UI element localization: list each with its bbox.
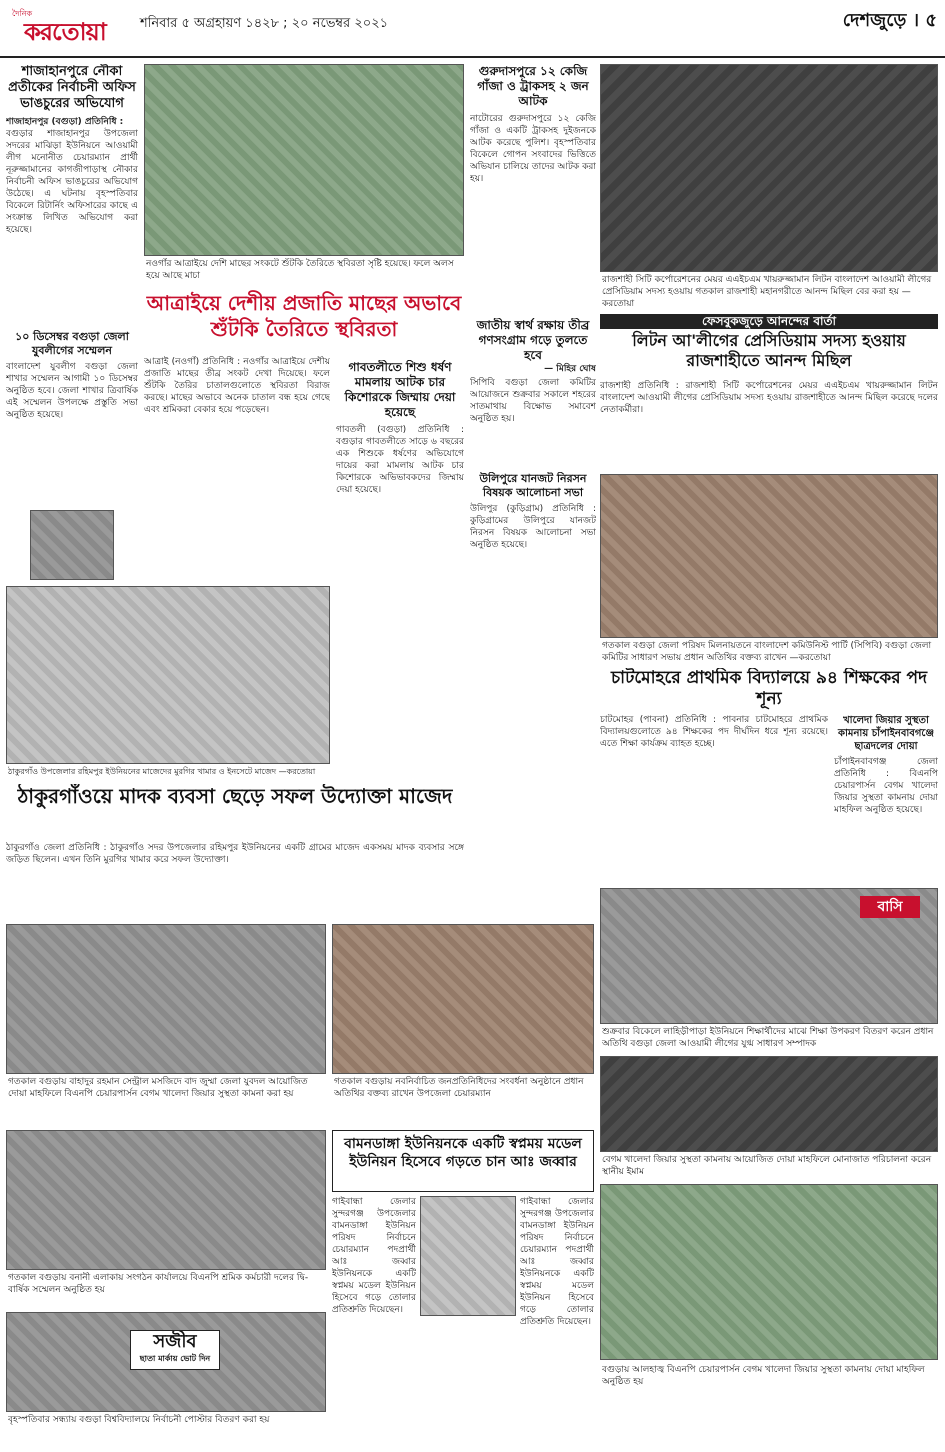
logo-title: করতোয়া [24, 18, 106, 46]
article-liton-headline-box [600, 314, 938, 374]
article-fish-headline-box [144, 290, 464, 352]
prayer-photo [600, 1056, 938, 1152]
article-school-body: চাটমোহর (পাবনা) প্রতিনিধি : পাবনার চাটমোহরে প্রাথমিক বিদ্যালয়গুলোতে ৯৪ শিক্ষকের পদ দীর্ঘদিন ধরে শূন্য রয়েছে। এতে শিক্ষা কার্যক্রম ব্যাহত হচ্ছে। [600, 715, 828, 749]
photo-caption: রাজশাহী সিটি কর্পোরেশনের মেয়র এএইচএম খায়রুজ্জামান লিটন বাংলাদেশ আওয়ামী লীগের প্রেসিডিয়াম সদস্য হওয়ায় গতকাল রাজশাহী মহানগরীতে আনন্দ মিছিল বের করা হয় —করতোয়া [602, 275, 932, 309]
photo-caption: নওগাঁর আত্রাইয়ে দেশি মাছের সংকটে শুঁটকি তৈরিতে স্থবিরতা সৃষ্টি হয়েছে। ফলে অলস হয়ে আছে মাচা [146, 259, 454, 281]
article-body: সিপিবি বগুড়া জেলা কমিটির আয়োজনে শুক্রবার সকালে শহরের সাতমাথায় বিক্ষোভ সমাবেশ অনুষ্ঠিত হয়। [470, 378, 596, 424]
article-dateline: শাজাহানপুর (বগুড়া) প্রতিনিধি : [6, 117, 124, 127]
mahfil-photo [600, 1184, 938, 1360]
newspaper-logo [6, 6, 126, 46]
article-byline: — মিহির ঘোষ [544, 364, 596, 374]
doa-mahfil-photo [6, 924, 326, 1074]
article-body: বাংলাদেশ যুবলীগ বগুড়া জেলা শাখার সম্মেলন আগামী ১০ ডিসেম্বর অনুষ্ঠিত হবে। জেলা শাখার ত্রিবার্ষিক এই সম্মেলন উপলক্ষে প্রস্তুতি সভা অনুষ্ঠিত হয়েছে। [6, 362, 138, 420]
rally-photo [600, 64, 938, 272]
article-headline: জাতীয় স্বার্থ রক্ষায় তীব্র গণসংগ্রাম গড়ে তুলতে হবে [476, 318, 590, 362]
fish-drying-photo [144, 64, 464, 256]
article-khaleda-chapai [834, 714, 938, 874]
article-jabbar-headline-box [332, 1130, 594, 1192]
poultry-farm-photo [6, 586, 330, 764]
article-headline: উলিপুরে যানজট নিরসন বিষয়ক আলোচনা সভা [479, 472, 587, 499]
photo-caption: গতকাল বগুড়া জেলা পরিষদ মিলনায়তনে বাংলাদেশ কমিউনিস্ট পার্টি (সিপিবি) বগুড়া জেলা কমিটির সাধারণ সভায় প্রধান অতিথির বক্তব্য রাখেন —করতোয়া [602, 641, 932, 663]
article-headline: গাবতলীতে শিশু ধর্ষণ মামলায় আটক চার কিশোরকে জিম্মায় দেয়া হয়েছে [344, 360, 456, 419]
article-body: বগুড়ার শাজাহানপুর উপজেলা সদরের মাঝিড়া ইউনিয়নে আওয়ামী লীগ মনোনীত চেয়ারম্যান প্রার্থী নূরুজ্জামানের কাগজীপাড়াস্থ নৌকার নির্বাচনী অফিস ভাঙচুরের অভিযোগ উঠেছে। এ ঘটনায় বৃহস্পতিবার বিকেলে রিটার্নিং অফিসারের কাছে এ সংক্রান্ত লিখিত অভিযোগ করা হয়েছে। [6, 129, 138, 235]
article-headline: আত্রাইয়ে দেশীয় প্রজাতি মাছের অভাবে শুঁটকি তৈরিতে স্থবিরতা [146, 291, 462, 341]
photo-caption: গতকাল বগুড়ায় বনানী এলাকায় সংগঠন কার্যালয়ে বিএনপি শ্রমিক কর্মচারী দলের দ্বি-বার্ষিক সম্মেলন অনুষ্ঠিত হয় [8, 1273, 309, 1295]
article-headline: বামনডাঙ্গা ইউনিয়নকে একটি স্বপ্নময় মডেল ইউনিয়ন হিসেবে গড়তে চান আঃ জব্বার [344, 1136, 582, 1170]
worker-conference-photo [6, 1130, 326, 1270]
section-title: দেশজুড়ে । ৫ [842, 10, 937, 31]
photo-caption: গতকাল বগুড়ায় নবনির্বাচিত জনপ্রতিনিধিদের সংবর্ধনা অনুষ্ঠানে প্রধান অতিথির বক্তব্য রাখেন উপজেলা চেয়ারম্যান [334, 1077, 584, 1099]
article-headline: ঠাকুরগাঁওয়ে মাদক ব্যবসা ছেড়ে সফল উদ্যোক্তা মাজেদ [17, 784, 453, 808]
article-headline: গুরুদাসপুরে ১২ কেজি গাঁজা ও ট্রাকসহ ২ জন আটক [477, 64, 589, 108]
candidate-portrait [420, 1196, 516, 1316]
photo-caption: বৃহস্পতিবার সন্ধ্যায় বগুড়া বিশ্ববিদ্যালয়ে নির্বাচনী পোস্টার বিতরণ করা হয় [8, 1415, 270, 1425]
article-body: গাবতলী (বগুড়া) প্রতিনিধি : বগুড়ার গাবতলীতে সাড়ে ৬ বছরের এক শিশুকে ধর্ষণের অভিযোগে দায়ের করা মামলায় আটক চার কিশোরকে অভিভাবকদের জিম্মায় দেয়া হয়েছে। [336, 425, 464, 495]
article-headline: ১০ ডিসেম্বর বগুড়া জেলা যুবলীগের সম্মেলন [15, 330, 129, 357]
photo-caption: বেগম খালেদা জিয়ার সুস্থতা কামনায় আয়োজিত দোয়া মাহফিলে মোনাজাত পরিচালনা করেন স্থানীয় ইমাম [602, 1155, 932, 1177]
article-ulipur [470, 472, 596, 582]
article-headline: শাজাহানপুরে নৌকা প্রতীকের নির্বাচনী অফিস ভাঙচুরের অভিযোগ [8, 64, 136, 111]
article-headline: খালেদা জিয়ার সুস্থতা কামনায় চাঁপাইনবাবগঞ্জে ছাত্রদলের দোয়া [838, 715, 934, 752]
article-majed-body: ঠাকুরগাঁও জেলা প্রতিনিধি : ঠাকুরগাঁও সদর উপজেলার রহিমপুর ইউনিয়নের একটি গ্রামের মাজেদ একসময় মাদক ব্যবসার সঙ্গে জড়িত ছিলেন। এখন তিনি মুরগির খামার করে সফল উদ্যোক্তা। [6, 843, 464, 865]
article-headline: চাটমোহরে প্রাথমিক বিদ্যালয়ে ৯৪ শিক্ষকের পদ শূন্য [610, 668, 928, 709]
banner-text: বাসি [860, 896, 920, 918]
article-school-headline-box [600, 668, 938, 712]
poster-symbol: ছাতা মার্কায় ভোট দিন [139, 1354, 211, 1363]
portrait-photo [30, 510, 114, 580]
article-majed-headline-box [6, 784, 464, 838]
article-national-interest [470, 318, 596, 468]
article-headline: লিটন আ'লীগের প্রেসিডিয়াম সদস্য হওয়ায় রাজশাহীতে আনন্দ মিছিল [632, 331, 906, 370]
masthead [0, 0, 945, 58]
poster-name: সজীব [153, 1331, 197, 1352]
article-gurudaspur [470, 64, 596, 309]
election-poster [130, 1330, 220, 1370]
photo-caption: গতকাল বগুড়ায় বাহাদুর রহমান সেন্ট্রাল মসজিদে বাদ জুম্মা জেলা যুবদল আয়োজিত দোয়া মাহফিলে বিএনপি চেয়ারপার্সন বেগম খালেদা জিয়ার সুস্থতা কামনা করা হয় [8, 1077, 308, 1099]
article-body: নাটোরের গুরুদাসপুরে ১২ কেজি গাঁজা ও একটি ট্রাকসহ দুইজনকে আটক করেছে পুলিশ। বৃহস্পতিবার বিকেলে গোপন সংবাদের ভিত্তিতে অভিযান চালিয়ে তাদের আটক করা হয়। [470, 114, 596, 184]
article-jabbar-body-right: গাইবান্ধা জেলার সুন্দরগঞ্জ উপজেলার বামনডাঙ্গা ইউনিয়ন পরিষদ নির্বাচনে চেয়ারম্যান পদপ্রার্থী আঃ জব্বার ইউনিয়নকে একটি স্বপ্নময় মডেল ইউনিয়ন হিসেবে গড়ে তোলার প্রতিশ্রুতি দিয়েছেন। [520, 1197, 594, 1327]
photo-caption: বগুড়ায় আলহাজ্ব বিএনপি চেয়ারপার্সন বেগম খালেদা জিয়ার সুস্থতা কামনায় দোয়া মাহফিল অনুষ্ঠিত হয় [602, 1365, 925, 1387]
banner-strip [860, 896, 920, 918]
article-gabtoli [336, 360, 464, 590]
photo-caption: শুক্রবার বিকেলে লাহিড়ীপাড়া ইউনিয়নে শিক্ষার্থীদের মাঝে শিক্ষা উপকরণ বিতরণ করেন প্রধান অতিথি বগুড়া জেলা আওয়ামী লীগের যুগ্ম সাধারণ সম্পাদক [602, 1027, 934, 1049]
photo-caption: ঠাকুরগাঁও উপজেলার রহিমপুর ইউনিয়নের মাজেদের মুরগির খামার ও ইনসেটে মাজেদ —করতোয়া [8, 767, 316, 776]
article-liton-body: রাজশাহী প্রতিনিধি : রাজশাহী সিটি কর্পোরেশনের মেয়র এএইচএম খায়রুজ্জামান লিটন বাংলাদেশ আওয়ামী লীগের প্রেসিডিয়াম সদস্য হওয়ায় রাজশাহীতে আনন্দ মিছিল করেছে দলের নেতাকর্মীরা। [600, 381, 938, 415]
article-fish-body: আত্রাই (নওগাঁ) প্রতিনিধি : নওগাঁর আত্রাইয়ে দেশীয় প্রজাতি মাছের তীব্র সংকট দেখা দিয়েছে। ফলে শুঁটকি তৈরির চাতালগুলোতে স্থবিরতা বিরাজ করছে। মাছের অভাবে অনেক চাতাল বন্ধ হয়ে গেছে এবং শ্রমিকরা বেকার হয়ে পড়েছেন। [144, 357, 330, 415]
article-jabbar-body-left: গাইবান্ধা জেলার সুন্দরগঞ্জ উপজেলার বামনডাঙ্গা ইউনিয়ন পরিষদ নির্বাচনে চেয়ারম্যান পদপ্রার্থী আঃ জব্বার ইউনিয়নকে একটি স্বপ্নময় মডেল ইউনিয়ন হিসেবে গড়ে তোলার প্রতিশ্রুতি দিয়েছেন। [332, 1197, 416, 1315]
article-jubo-league [6, 330, 138, 500]
issue-date: শনিবার ৫ অগ্রহায়ণ ১৪২৮ ; ২০ নভেম্বর ২০২১ [140, 16, 389, 31]
article-body: উলিপুর (কুড়িগ্রাম) প্রতিনিধি : কুড়িগ্রামের উলিপুরে যানজট নিরসন বিষয়ক আলোচনা সভা অনুষ্ঠিত হয়েছে। [470, 504, 596, 550]
article-shajahanpur [6, 64, 138, 324]
cpb-meeting-photo [600, 474, 938, 638]
logo-prefix: দৈনিক [12, 9, 33, 18]
article-body: চাঁপাইনবাবগঞ্জ জেলা প্রতিনিধি : বিএনপি চেয়ারপার্সন বেগম খালেদা জিয়ার সুস্থতা কামনায় দোয়া মাহফিল অনুষ্ঠিত হয়েছে। [834, 757, 938, 815]
article-kicker: ফেসবুকজুড়ে আনন্দের বার্তা [600, 314, 938, 329]
reception-photo [332, 924, 594, 1074]
